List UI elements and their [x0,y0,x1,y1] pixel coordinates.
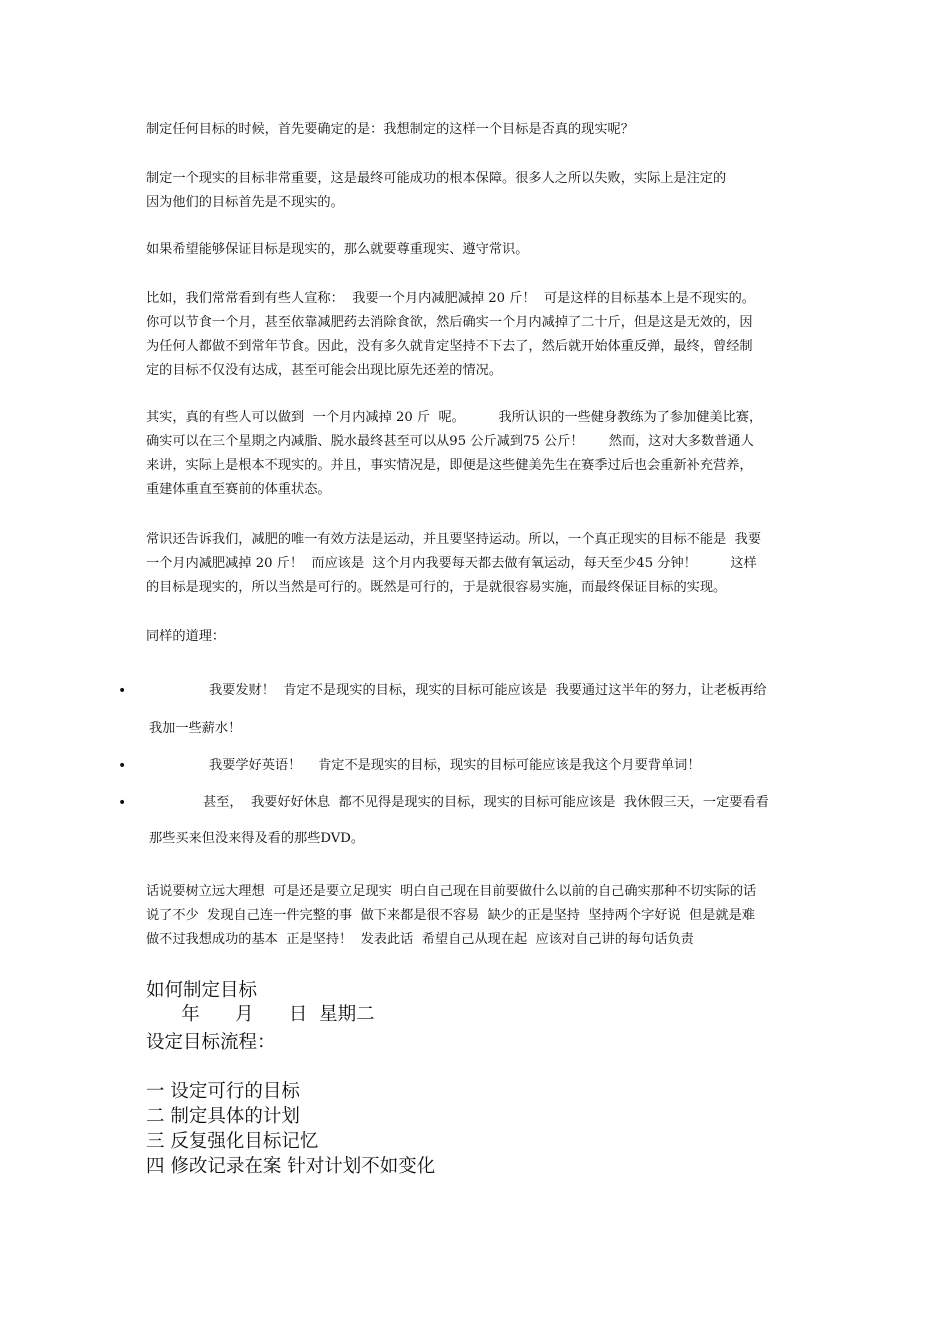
bullet-text-line: 甚至， 我要好好休息 都不见得是现实的目标，现实的目标可能应该是 我休假三天，一定要看看 [203,795,769,810]
paragraph-line: 为任何人都做不到常年节食。因此，没有多久就肯定坚持不下去了，然后就开始体重反弹，最终，曾经制 [146,339,753,354]
intro-question-line: 制定任何目标的时候，首先要确定的是：我想制定的这样一个目标是否真的现实呢？ [146,122,634,137]
bullet-dot-icon: • [118,795,127,811]
paragraph-line: 如果希望能够保证目标是现实的，那么就要尊重现实、遵守常识。 [146,242,529,257]
paragraph-line: 来讲，实际上是根本不现实的。并且，事实情况是，即便是这些健美先生在赛季过后也会重新补充营养， [146,458,753,473]
paragraph-reality-importance [146,167,846,215]
paragraph-line: 做不过我想成功的基本 正是坚持！ 发表此话 希望自己从现在起 应该对自己讲的每句话负责 [146,932,694,947]
goal-step: 四 修改记录在案 针对计划不如变化 [146,1156,436,1177]
paragraph-line: 其实，真的有些人可以做到 一个月内减掉 20 斤 呢。 我所认识的一些健身教练为了参加健美比赛， [146,410,763,425]
intro-question [146,118,846,142]
goal-step: 一 设定可行的目标 [146,1081,300,1102]
paragraph-respect-reality [146,238,846,262]
paragraph-line: 确实可以在三个星期之内减脂、脱水最终甚至可以从95 公斤减到75 公斤！ 然而，这对大多数普通人 [146,434,754,449]
paragraph-fitness-coaches [146,406,846,502]
bullet-text-line: 我要学好英语！ 肯定不是现实的目标，现实的目标可能应该是我这个月要背单词！ [209,758,701,773]
paragraph-weight-loss-example [146,287,846,383]
bullet-text-continuation: 我加一些薪水！ [149,721,242,736]
paragraph-reflection [146,880,846,952]
goal-step: 三 反复强化目标记忆 [146,1131,319,1152]
section-date: 年 月 日 星期二 [146,1004,375,1025]
paragraph-same-reasoning [146,625,846,649]
paragraph-line: 比如，我们常常看到有些人宣称： 我要一个月内减肥减掉 20 斤！ 可是这样的目标基本上是不现实的。 [146,291,755,306]
bullet-dot-icon: • [118,758,127,774]
goal-step: 二 制定具体的计划 [146,1106,300,1127]
bullet-text-line: 我要发财！ 肯定不是现实的目标，现实的目标可能应该是 我要通过这半年的努力，让老板再给 [209,683,767,698]
section-subtitle: 设定目标流程： [146,1032,276,1053]
paragraph-line: 定的目标不仅没有达成，甚至可能会出现比原先还差的情况。 [146,363,503,378]
paragraph-line: 的目标是现实的，所以当然是可行的。既然是可行的，于是就很容易实施，而最终保证目标的实现。 [146,580,727,595]
bullet-text-continuation: 那些买来但没来得及看的那些DVD。 [149,831,365,846]
paragraph-line: 你可以节食一个月，甚至依靠减肥药去消除食欲，然后确实一个月内减掉了二十斤，但是这是无效的，因 [146,315,753,330]
paragraph-line: 一个月内减肥减掉 20 斤！ 而应该是 这个月内我要每天都去做有氧运动，每天至少45 分钟！ 这样 [146,556,757,571]
paragraph-line: 重建体重直至赛前的体重状态。 [146,482,331,497]
paragraph-line: 话说要树立远大理想 可是还是要立足现实 明白自己现在目前要做什么以前的自己确实那种不切实际的话 [146,884,757,899]
section-title: 如何制定目标 [146,980,258,1001]
paragraph-line: 说了不少 发现自己连一件完整的事 做下来都是很不容易 缺少的正是坚持 坚持两个字好说 但是就是难 [146,908,755,923]
paragraph-line: 常识还告诉我们，减肥的唯一有效方法是运动，并且要坚持运动。所以，一个真正现实的目标不能是 我要 [146,532,762,547]
paragraph-line: 因为他们的目标首先是不现实的。 [146,195,344,210]
paragraph-line: 制定一个现实的目标非常重要，这是最终可能成功的根本保障。很多人之所以失败，实际上是注定的 [146,171,727,186]
paragraph-line: 同样的道理： [146,629,226,644]
paragraph-common-sense [146,528,846,600]
bullet-dot-icon: • [118,683,127,699]
